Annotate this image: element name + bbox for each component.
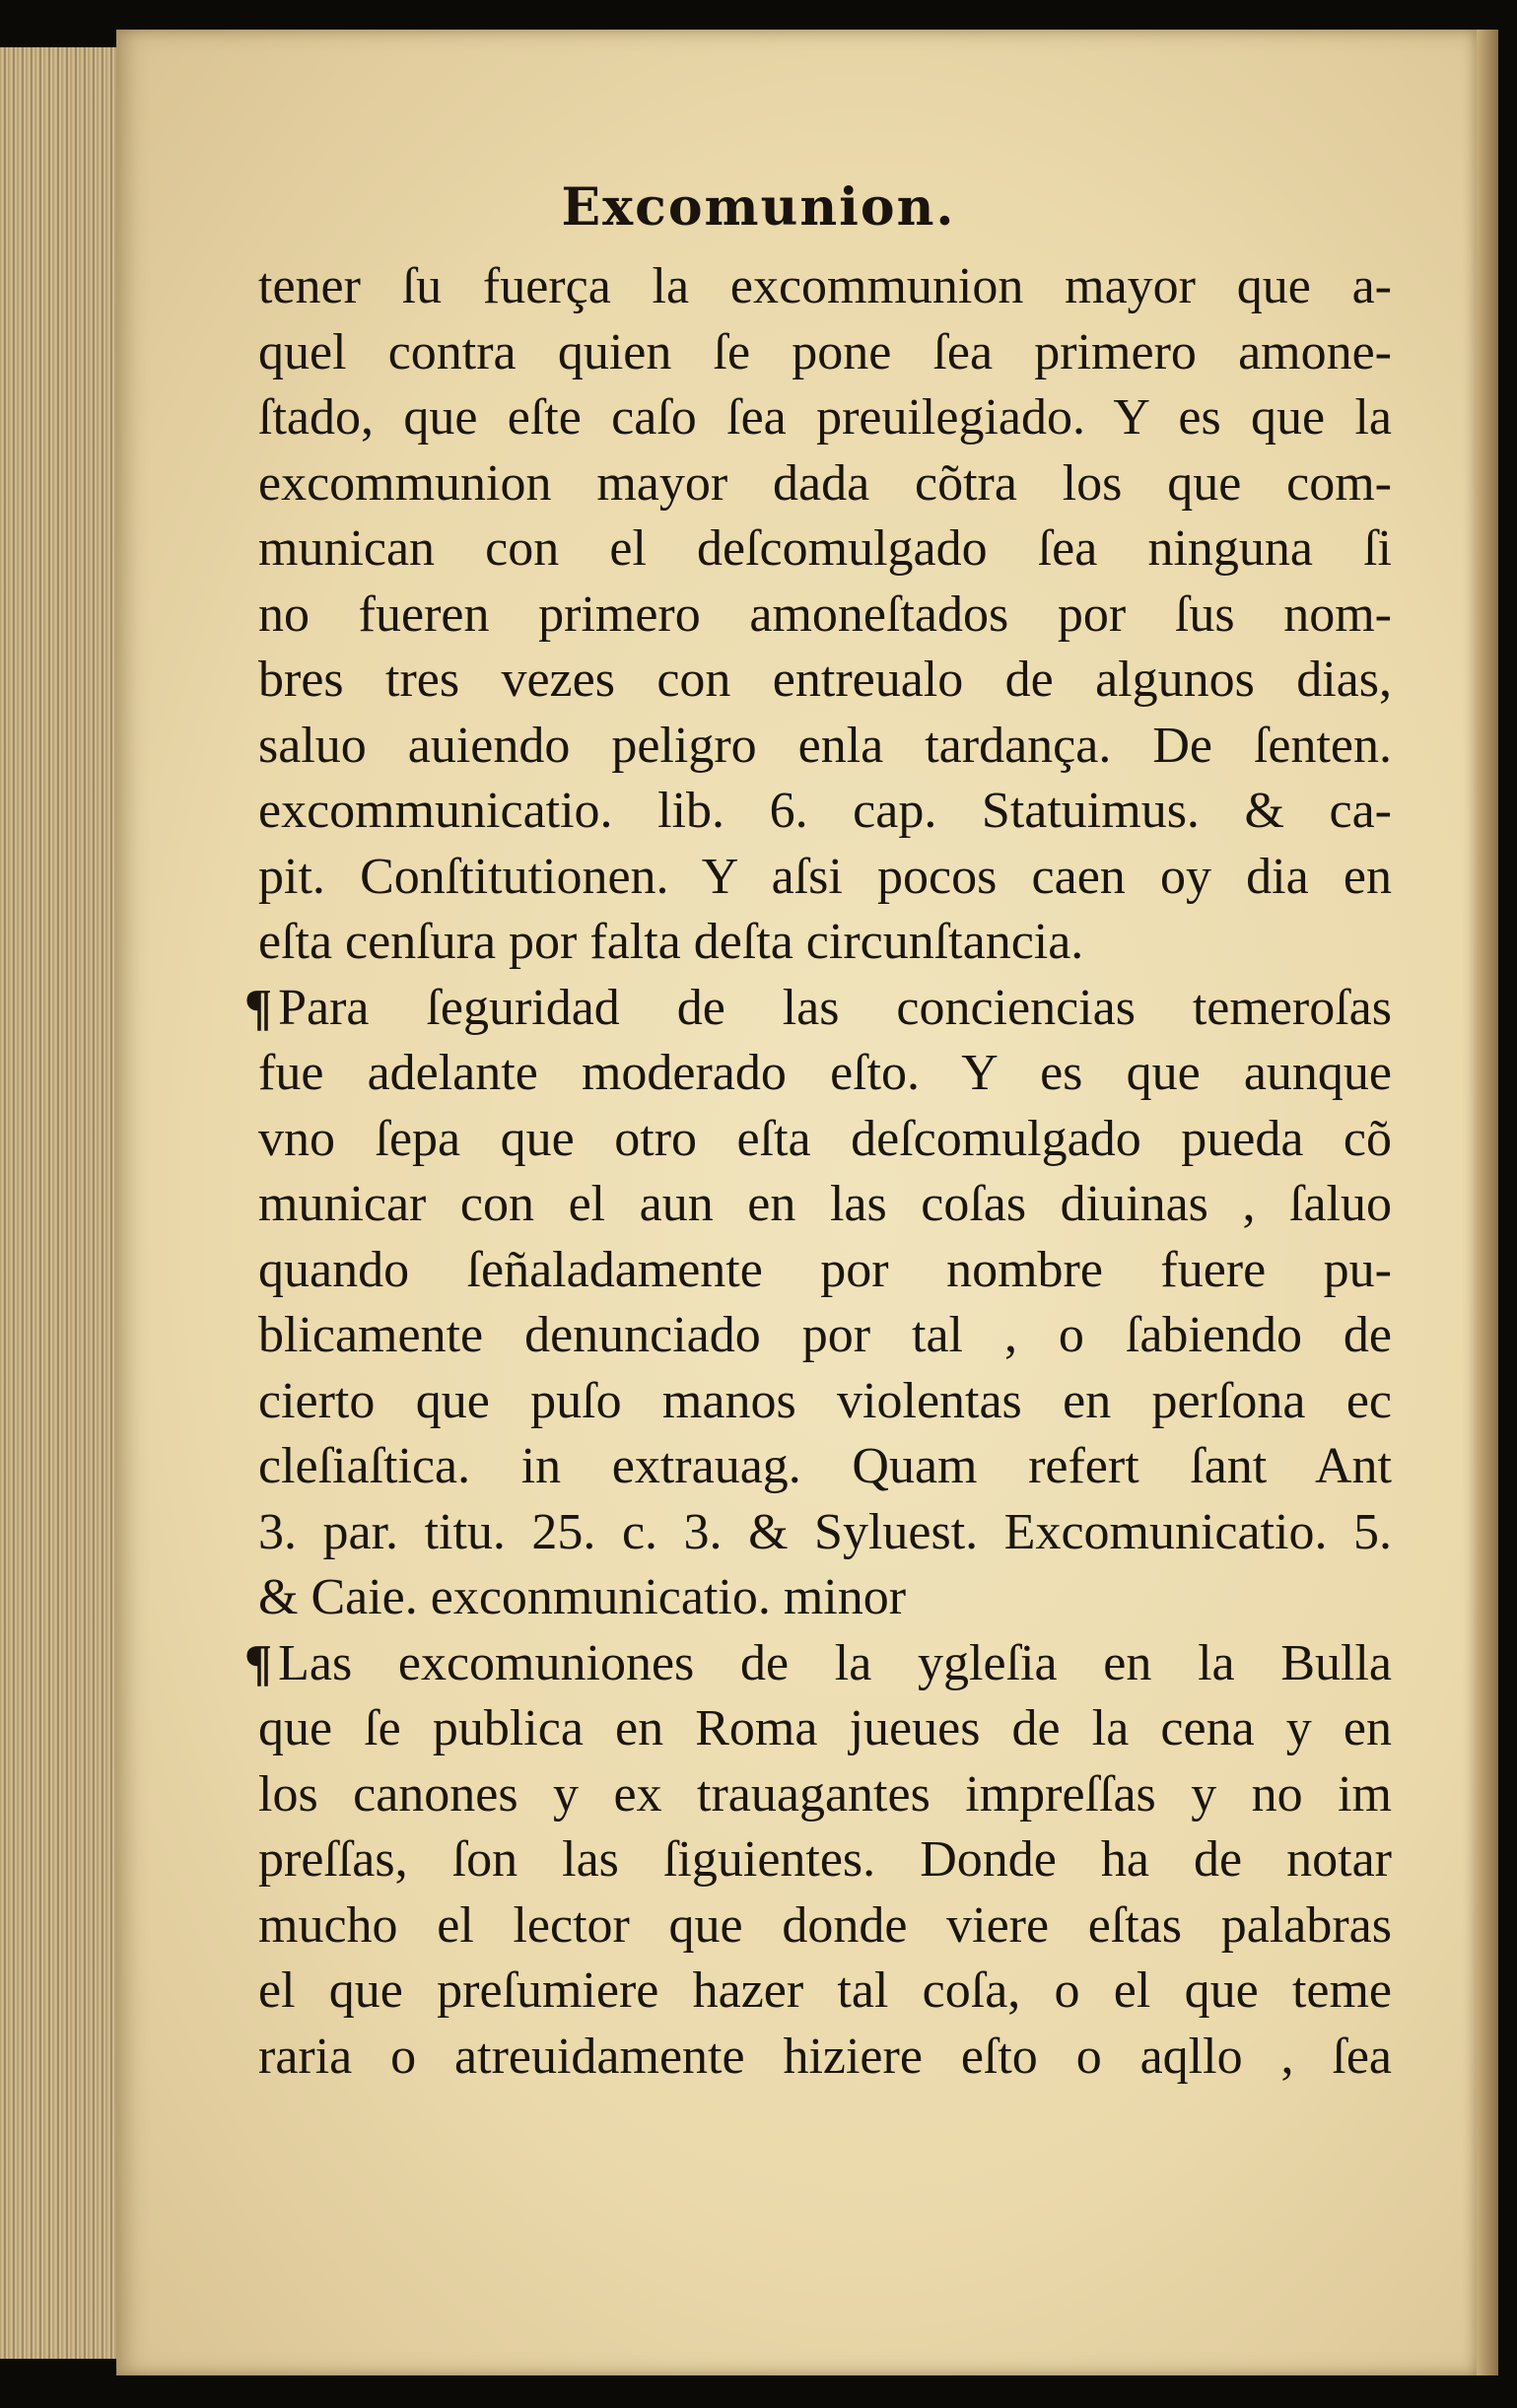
text-line: tener ſu fuerça la excommunion mayor que a- [258, 258, 1392, 314]
text-line: Para ſeguridad de las conciencias temeroſas [278, 979, 1392, 1036]
text-line: cierto que puſo manos violentas en perſona ec [258, 1372, 1392, 1429]
text-line: no fueren primero amoneſtados por ſus nom- [258, 585, 1392, 643]
text-line: municar con el aun en las coſas diuinas , ſaluo [258, 1176, 1392, 1232]
text-line: excommunicatio. lib. 6. cap. Statuimus. & ca- [258, 783, 1392, 839]
text-line: preſſas, ſon las ſiguientes. Donde ha de notar [258, 1831, 1392, 1888]
body-text [244, 254, 1392, 2090]
paragraph-line [244, 976, 1392, 1042]
text-line: cleſiaſtica. in extrauag. Quam refert ſant Ant [258, 1438, 1392, 1494]
text-line: mucho el lector que donde viere eſtas palabras [258, 1896, 1392, 1954]
text-line: ſtado, que eſte caſo ſea preuilegiado. Y es que la [258, 389, 1392, 446]
text-line: vno ſepa que otro eſta deſcomulgado pueda cõ [258, 1110, 1392, 1167]
text-line: munican con el deſcomulgado ſea ninguna ſi [258, 520, 1392, 577]
text-line: que ſe publica en Roma jueues de la cena y en [258, 1700, 1392, 1756]
text-line: bres tres vezes con entreualo de algunos dias, [258, 652, 1392, 708]
text-line: pit. Conſtitutionen. Y aſsi pocos caen oy dia en [258, 848, 1392, 905]
text-line: el que preſumiere hazer tal coſa, o el que teme [258, 1962, 1392, 2019]
pilcrow-icon: ¶ [244, 1634, 273, 1691]
pilcrow-icon: ¶ [244, 979, 273, 1036]
text-line: raria o atreuidamente hiziere eſto o aqllo , ſea [258, 2028, 1392, 2085]
text-line: & Caie. exconmunicatio. minor [258, 1569, 907, 1625]
page-right-edge [1477, 30, 1498, 2375]
text-line: fue adelante moderado eſto. Y es que aunque [258, 1045, 1392, 1101]
page-edges [0, 47, 116, 2359]
text-line: Las excomuniones de la ygleſia en la Bulla [278, 1634, 1392, 1691]
text-line: quel contra quien ſe pone ſea primero amone- [258, 323, 1392, 380]
text-line: eſta cenſura por falta deſta circunſtancia. [258, 914, 1084, 970]
text-line: los canones y ex trauagantes impreſſas y no im [258, 1765, 1392, 1823]
text-line: 3. par. titu. 25. c. 3. & Syluest. Excomunicatio. 5. [258, 1503, 1392, 1560]
text-line: blicamente denunciado por tal , o ſabiendo de [258, 1307, 1392, 1363]
paragraph-line [244, 1631, 1392, 1697]
text-line: excommunion mayor dada cõtra los que com- [258, 454, 1392, 512]
text-line: quando ſeñaladamente por nombre fuere pu- [258, 1241, 1392, 1298]
running-head: Excomunion. [561, 177, 956, 238]
text-line: saluo auiendo peligro enla tardança. De ſenten. [258, 717, 1392, 774]
